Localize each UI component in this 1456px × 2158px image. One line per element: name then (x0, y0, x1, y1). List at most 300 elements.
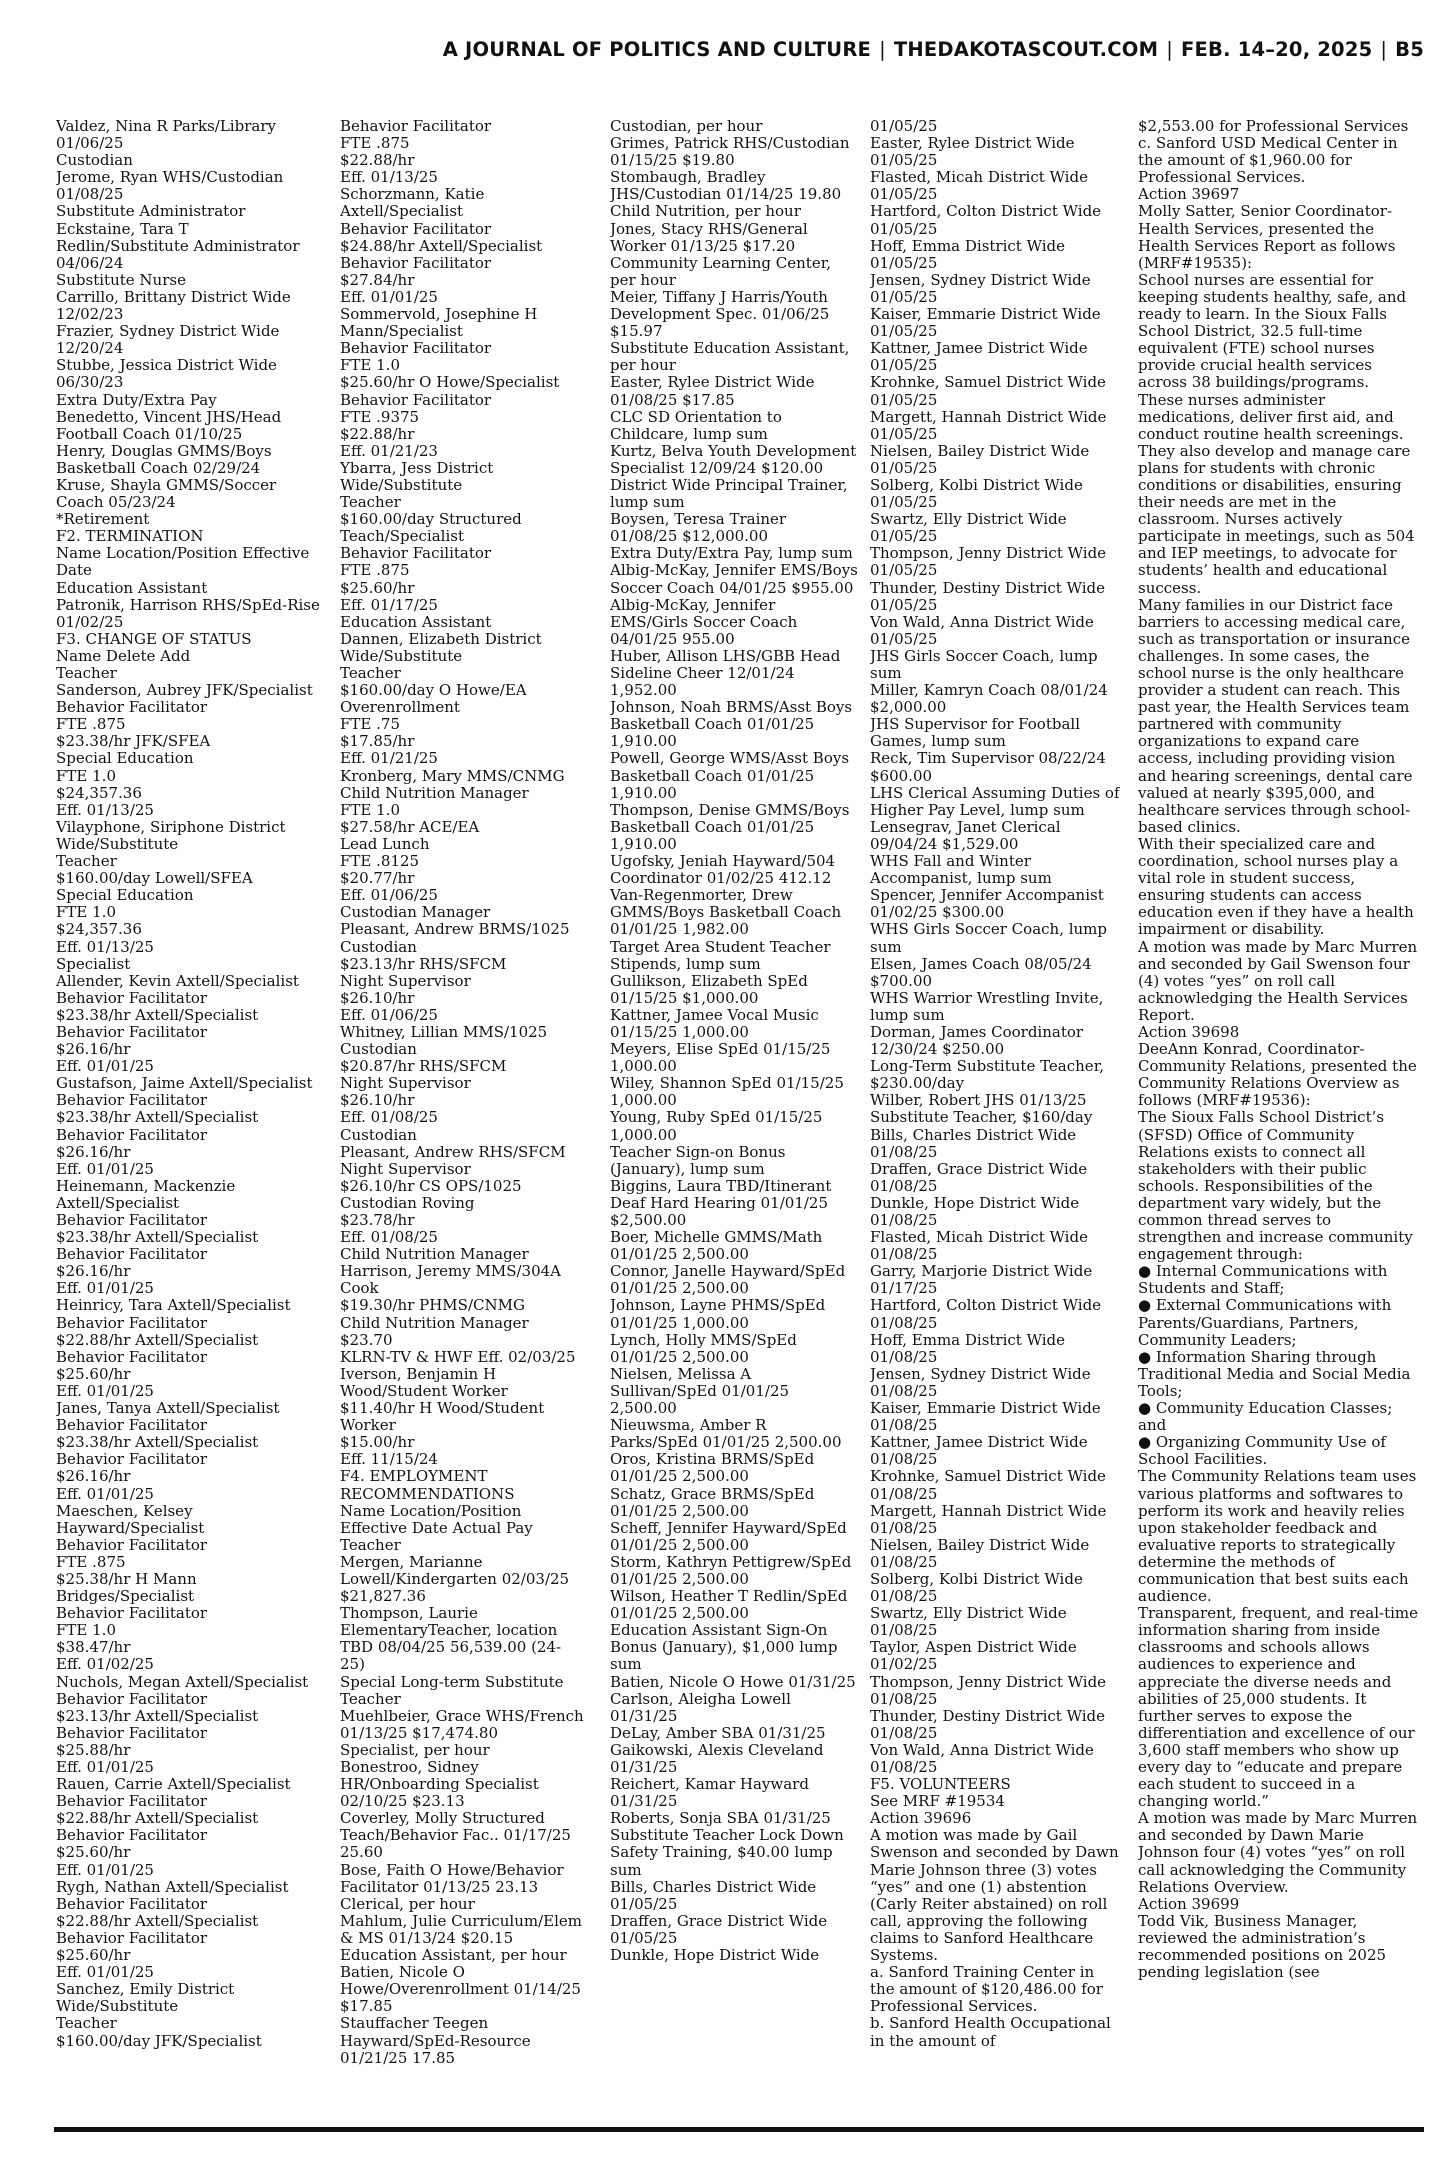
column-paragraph: Batien, Nicole O Howe 01/31/25 (610, 1672, 856, 1691)
column-paragraph: The Sioux Falls School District’s (SFSD) Office of Community Relations exists to connect all stakeholders with their public schools. Responsibilities of the department vary widely, but the common thread serves to strengthen and increase community engagement through: (1138, 1108, 1413, 1264)
column-paragraph: Young, Ruby SpEd 01/15/25 1,000.00 (610, 1108, 823, 1144)
column-paragraph: Behavior Facilitator (340, 390, 492, 409)
column-paragraph: $24.88/hr Axtell/Specialist (340, 236, 543, 255)
column-paragraph: Education Assistant, per hour (340, 1946, 567, 1965)
column-paragraph: Heinricy, Tara Axtell/Specialist (56, 1296, 291, 1315)
column-paragraph: Biggins, Laura TBD/Itinerant Deaf Hard Hearing 01/01/25 $2,500.00 (610, 1176, 832, 1229)
column-paragraph: $26.10/hr CS OPS/1025 (340, 1176, 522, 1195)
column-paragraph: Teacher (340, 493, 401, 512)
column-paragraph: Roberts, Sonja SBA 01/31/25 (610, 1809, 831, 1828)
column-4 (870, 118, 1120, 2108)
column-paragraph: ● Community Education Classes; and (1138, 1399, 1393, 1435)
column-paragraph: Eff. 01/01/25 (56, 1279, 154, 1298)
column-paragraph: Eff. 01/01/25 (56, 1758, 154, 1776)
column-paragraph: Schorzmann, Katie Axtell/Specialist (340, 185, 485, 221)
column-paragraph: $23.38/hr JFK/SFEA (56, 732, 211, 751)
column-paragraph: Behavior Facilitator (340, 544, 492, 563)
column-paragraph: LHS Clerical Assuming Duties of Higher Pay Level, lump sum (870, 783, 1120, 819)
column-paragraph: $23.38/hr Axtell/Specialist (56, 1108, 259, 1127)
column-paragraph: Ybarra, Jess District Wide/Substitute (340, 458, 494, 494)
column-paragraph: $25.60/hr (56, 1843, 131, 1862)
column-paragraph: Solberg, Kolbi District Wide 01/05/25 (870, 475, 1083, 512)
column-paragraph: Draffen, Grace District Wide 01/05/25 (610, 1911, 828, 1947)
column-paragraph: Ugofsky, Jeniah Hayward/504 Coordinator 01/02/25 412.12 (610, 852, 836, 888)
column-paragraph: Gustafson, Jaime Axtell/Specialist (56, 1074, 313, 1093)
column-paragraph: A motion was made by Marc Murren and seconded by Gail Swenson four (4) votes “yes” on roll call acknowledging the Health Services Report. (1138, 937, 1418, 1024)
column-paragraph: WHS Fall and Winter Accompanist, lump sum (870, 852, 1052, 888)
column-paragraph: See MRF #19534 (870, 1792, 1005, 1811)
column-paragraph: Swartz, Elly District Wide 01/05/25 (870, 510, 1067, 546)
column-paragraph: Krohnke, Samuel District Wide 01/08/25 (870, 1467, 1106, 1503)
column-paragraph: Custodian (340, 937, 417, 956)
column-paragraph: Name Location/Position Effective Date (56, 544, 310, 580)
column-paragraph: $2,553.00 for Professional Services (1138, 118, 1409, 135)
column-paragraph: Wilson, Heather T Redlin/SpEd 01/01/25 2,500.00 (610, 1587, 848, 1623)
column-paragraph: FTE 1.0 (56, 766, 116, 785)
column-paragraph: Kattner, Jamee Vocal Music 01/15/25 1,000.00 (610, 1005, 819, 1041)
column-5 (1138, 118, 1418, 2108)
column-paragraph: Hoff, Emma District Wide 01/05/25 (870, 236, 1066, 272)
column-paragraph: Pleasant, Andrew BRMS/1025 (340, 920, 570, 939)
column-paragraph: Miller, Kamryn Coach 08/01/24 $2,000.00 (870, 681, 1108, 717)
column-paragraph: b. Sanford Health Occupational in the amount of (870, 2014, 1111, 2050)
masthead-site: THEDAKOTASCOUT.COM (893, 38, 1159, 61)
column-paragraph: Lensegrav, Janet Clerical 09/04/24 $1,529.00 (870, 817, 1061, 853)
column-paragraph: Eff. 01/01/25 (56, 1963, 154, 1982)
column-paragraph: Behavior Facilitator (56, 1125, 208, 1144)
column-paragraph: F5. VOLUNTEERS (870, 1775, 1011, 1794)
column-paragraph: Transparent, frequent, and real-time information sharing from inside classrooms and schools allows audiences to experience and appreciate the diverse needs and abilities of 25,000 students. It further serves to expose the differentiation and excellence of our 3,600 staff members who show up every day to “educate and prepare each student to succeed in a changing world.” (1138, 1604, 1418, 1811)
column-paragraph: Grimes, Patrick RHS/Custodian 01/15/25 $19.80 (610, 134, 850, 170)
column-paragraph: FTE .875 (56, 1552, 126, 1571)
column-paragraph: Thompson, Jenny District Wide 01/08/25 (870, 1672, 1107, 1708)
column-paragraph: Eff. 01/21/25 (340, 749, 438, 768)
column-paragraph: a. Sanford Training Center in the amount of $120,486.00 for Professional Services. (870, 1963, 1103, 2016)
column-paragraph: c. Sanford USD Medical Center in the amount of $1,960.00 for Professional Services. (1138, 134, 1398, 187)
column-paragraph: With their specialized care and coordination, school nurses play a vital role in student success, ensuring students can access education even if they have a health impairment or disability. (1138, 834, 1414, 939)
column-paragraph: Eff. 01/08/25 (340, 1108, 438, 1127)
column-paragraph: Education Assistant (56, 578, 208, 597)
column-paragraph: Oros, Kristina BRMS/SpEd 01/01/25 2,500.00 (610, 1450, 815, 1486)
column-paragraph: Garry, Marjorie District Wide 01/17/25 (870, 1262, 1093, 1298)
column-paragraph: Eff. 01/06/25 (340, 886, 438, 905)
column-paragraph: Boer, Michelle GMMS/Math 01/01/25 2,500.00 (610, 1228, 823, 1264)
column-paragraph: Gullikson, Elizabeth SpEd 01/15/25 $1,000.00 (610, 971, 808, 1007)
column-paragraph: Elsen, James Coach 08/05/24 $700.00 (870, 954, 1092, 990)
column-paragraph: $23.13/hr RHS/SFCM (340, 954, 507, 973)
column-paragraph: Flasted, Micah District Wide 01/08/25 (870, 1228, 1088, 1264)
column-paragraph: Behavior Facilitator (56, 988, 208, 1007)
column-paragraph: Custodian (340, 1125, 417, 1144)
column-paragraph: $24,357.36 (56, 783, 142, 802)
column-paragraph: Albig-McKay, Jennifer EMS/Girls Soccer Coach 04/01/25 955.00 (610, 595, 798, 648)
column-paragraph: Carlson, Aleigha Lowell 01/31/25 (610, 1689, 791, 1725)
column-paragraph: Todd Vik, Business Manager, reviewed the administration’s recommended positions on 2025 pending legislation (see (1138, 1911, 1387, 1982)
column-paragraph: Allender, Kevin Axtell/Specialist (56, 971, 299, 990)
column-paragraph: Nuchols, Megan Axtell/Specialist (56, 1672, 309, 1691)
column-paragraph: Mahlum, Julie Curriculum/Elem & MS 01/13/24 $20.15 (340, 1911, 583, 1947)
column-paragraph: Johnson, Layne PHMS/SpEd 01/01/25 1,000.00 (610, 1296, 826, 1332)
column-paragraph: Child Nutrition Manager (340, 1245, 529, 1264)
column-3 (610, 118, 858, 2108)
column-paragraph: Behavior Facilitator (56, 1022, 208, 1041)
column-paragraph: Maeschen, Kelsey Hayward/Specialist (56, 1501, 205, 1537)
column-paragraph: Janes, Tanya Axtell/Specialist (56, 1399, 280, 1418)
column-paragraph: Easter, Rylee District Wide 01/05/25 (870, 134, 1075, 170)
column-paragraph: Margett, Hannah District Wide 01/08/25 (870, 1501, 1107, 1537)
column-paragraph: Iverson, Benjamin H Wood/Student Worker (340, 1364, 508, 1400)
column-paragraph: Thompson, Jenny District Wide 01/05/25 (870, 544, 1107, 580)
column-paragraph: Behavior Facilitator (56, 1723, 208, 1742)
column-paragraph: Eff. 01/01/25 (56, 1381, 154, 1400)
column-paragraph: Thunder, Destiny District Wide 01/05/25 (870, 578, 1105, 614)
column-paragraph: DeLay, Amber SBA 01/31/25 (610, 1723, 826, 1742)
column-paragraph: Action 39699 (1138, 1894, 1240, 1913)
column-paragraph: FTE .9375 (340, 407, 420, 426)
column-paragraph: Kaiser, Emmarie District Wide 01/05/25 (870, 305, 1101, 341)
column-paragraph: Powell, George WMS/Asst Boys Basketball Coach 01/01/25 1,910.00 (610, 749, 850, 802)
column-paragraph: Swartz, Elly District Wide 01/08/25 (870, 1604, 1067, 1640)
column-paragraph: $160.00/day Structured Teach/Specialist (340, 510, 522, 546)
column-paragraph: Bills, Charles District Wide 01/08/25 (870, 1125, 1077, 1161)
column-paragraph: 01/05/25 (870, 118, 938, 135)
column-paragraph: Frazier, Sydney District Wide 12/20/24 (56, 322, 280, 358)
column-paragraph: A motion was made by Marc Murren and seconded by Dawn Marie Johnson four (4) votes “yes” on roll call acknowledging the Community Relations Overview. (1138, 1809, 1418, 1896)
column-paragraph: $11.40/hr H Wood/Student Worker (340, 1399, 545, 1435)
column-paragraph: Van-Regenmorter, Drew GMMS/Boys Basketball Coach 01/01/25 1,982.00 (610, 886, 842, 939)
column-paragraph: Clerical, per hour (340, 1894, 475, 1913)
column-paragraph: FTE .875 (56, 715, 126, 734)
column-paragraph: Custodian Roving (340, 1193, 475, 1212)
column-paragraph: A motion was made by Gail Swenson and seconded by Dawn Marie Johnson three (3) votes “yes” and one (1) abstention (Carly Reiter abstained) on roll call, approving the following claims to Sanford Healthcare Systems. (870, 1826, 1119, 1965)
column-paragraph: Eff. 01/13/25 (56, 937, 154, 956)
column-paragraph: Eff. 01/21/23 (340, 441, 438, 460)
column-paragraph: F2. TERMINATION (56, 527, 204, 546)
column-paragraph: ● External Communications with Parents/Guardians, Partners, Community Leaders; (1138, 1296, 1392, 1349)
column-paragraph: Eckstaine, Tara T Redlin/Substitute Administrator 04/06/24 (56, 219, 300, 272)
column-paragraph: Specialist (56, 954, 131, 973)
column-paragraph: $25.38/hr H Mann Bridges/Specialist (56, 1569, 197, 1606)
column-paragraph: FTE 1.0 (340, 800, 400, 819)
column-paragraph: $20.87/hr RHS/SFCM (340, 1057, 507, 1076)
column-paragraph: $27.84/hr (340, 270, 415, 289)
column-paragraph: $22.88/hr (340, 424, 415, 443)
column-paragraph: Johnson, Noah BRMS/Asst Boys Basketball Coach 01/01/25 1,910.00 (610, 698, 853, 751)
column-paragraph: Behavior Facilitator (56, 1689, 208, 1708)
column-paragraph: Kattner, Jamee District Wide 01/05/25 (870, 339, 1088, 375)
column-paragraph: School nurses are essential for keeping students healthy, safe, and ready to learn. In the Sioux Falls School District, 32.5 full-time equivalent (FTE) school nurses provide crucial health services across 38 buildings/programs. These nurses administer medications, deliver first aid, and conduct routine health screenings. They also develop and manage care plans for students with chronic conditions or disabilities, ensuring their needs are met in the classroom. Nurses actively participate in meetings, such as 504 and IEP meetings, to advocate for students’ health and educational success. (1138, 270, 1415, 597)
column-paragraph: Lynch, Holly MMS/SpEd 01/01/25 2,500.00 (610, 1330, 797, 1366)
column-paragraph: Teacher (56, 852, 117, 871)
masthead-page-number: B5 (1395, 38, 1424, 61)
column-paragraph: $26.16/hr (56, 1262, 131, 1281)
column-paragraph: Wiley, Shannon SpEd 01/15/25 1,000.00 (610, 1074, 844, 1110)
column-paragraph: Child Nutrition, per hour (610, 202, 801, 221)
column-paragraph: Behavior Facilitator (56, 1313, 208, 1332)
column-paragraph: Target Area Student Teacher Stipends, lump sum (610, 937, 831, 973)
column-paragraph: Night Supervisor (340, 1159, 471, 1178)
column-paragraph: Harrison, Jeremy MMS/304A (340, 1262, 562, 1281)
column-paragraph: The Community Relations team uses various platforms and softwares to perform its work and heavily relies upon stakeholder feedback and evaluative reports to strategically determine the methods of communication that best suits each audience. (1138, 1467, 1417, 1606)
column-paragraph: CLC SD Orientation to Childcare, lump sum (610, 407, 782, 443)
column-paragraph: $25.60/hr O Howe/Specialist (340, 373, 560, 392)
column-paragraph: FTE .875 (340, 561, 410, 580)
column-paragraph: Eff. 01/06/25 (340, 1005, 438, 1024)
column-paragraph: Albig-McKay, Jennifer EMS/Boys Soccer Coach 04/01/25 $955.00 (610, 561, 858, 597)
column-paragraph: $23.38/hr Axtell/Specialist (56, 1228, 259, 1247)
column-paragraph: Nieuwsma, Amber R Parks/SpEd 01/01/25 2,500.00 (610, 1416, 842, 1452)
column-paragraph: Custodian, per hour (610, 118, 763, 135)
column-paragraph: Teacher (56, 2014, 117, 2033)
column-paragraph: Jensen, Sydney District Wide 01/08/25 (870, 1364, 1091, 1400)
column-paragraph: Thunder, Destiny District Wide 01/08/25 (870, 1706, 1105, 1742)
column-paragraph: $23.13/hr Axtell/Specialist (56, 1706, 259, 1725)
column-paragraph: $160.00/day O Howe/EA (340, 681, 527, 700)
column-paragraph: Behavior Facilitator (340, 118, 492, 135)
column-paragraph: Teacher (340, 664, 401, 682)
column-paragraph: Jerome, Ryan WHS/Custodian 01/08/25 (56, 168, 284, 204)
masthead-date: FEB. 14–20, 2025 (1180, 38, 1373, 61)
column-paragraph: $25.60/hr (56, 1946, 131, 1965)
column-paragraph: Nielsen, Bailey District Wide 01/08/25 (870, 1535, 1090, 1571)
column-paragraph: Long-Term Substitute Teacher, $230.00/day (870, 1057, 1104, 1093)
column-paragraph: District Wide Principal Trainer, lump sum (610, 475, 848, 512)
column-paragraph: WHS Girls Soccer Coach, lump sum (870, 920, 1108, 956)
column-paragraph: Child Nutrition Manager (340, 1313, 529, 1332)
column-paragraph: Behavior Facilitator (340, 339, 492, 358)
column-paragraph: Sanderson, Aubrey JFK/Specialist (56, 681, 313, 700)
column-paragraph: FTE 1.0 (340, 356, 400, 375)
column-paragraph: $160.00/day JFK/Specialist (56, 2031, 262, 2050)
column-paragraph: Meier, Tiffany J Harris/Youth Development Spec. 01/06/25 $15.97 (610, 287, 830, 341)
column-paragraph: $23.78/hr (340, 1211, 415, 1229)
column-paragraph: KLRN-TV & HWF Eff. 02/03/25 (340, 1347, 576, 1366)
column-paragraph: Vilayphone, Siriphone District Wide/Substitute (56, 817, 286, 853)
column-paragraph: Behavior Facilitator (56, 1416, 208, 1435)
column-paragraph: Cook (340, 1279, 379, 1298)
column-paragraph: Margett, Hannah District Wide 01/05/25 (870, 407, 1107, 443)
column-paragraph: $26.10/hr (340, 1091, 415, 1110)
column-paragraph: Hartford, Colton District Wide 01/05/25 (870, 202, 1102, 238)
column-paragraph: Eff. 11/15/24 (340, 1450, 438, 1469)
bottom-rule (54, 2127, 1424, 2132)
column-paragraph: Special Education (56, 749, 194, 768)
column-paragraph: $26.16/hr (56, 1467, 131, 1486)
column-paragraph: Extra Duty/Extra Pay, lump sum (610, 544, 853, 563)
column-paragraph: Name Delete Add (56, 646, 191, 665)
column-paragraph: Von Wald, Anna District Wide 01/05/25 (870, 612, 1094, 648)
column-paragraph: Action 39698 (1138, 1022, 1240, 1041)
column-paragraph: Benedetto, Vincent JHS/Head Football Coach 01/10/25 (56, 407, 282, 443)
column-paragraph: F4. EMPLOYMENT RECOMMENDATIONS (340, 1467, 515, 1503)
column-paragraph: Behavior Facilitator (56, 1792, 208, 1811)
column-paragraph: Bonestroo, Sidney HR/Onboarding Specialist 02/10/25 $23.13 (340, 1758, 539, 1811)
column-paragraph: Behavior Facilitator (56, 1894, 208, 1913)
column-paragraph: Dorman, James Coordinator 12/30/24 $250.00 (870, 1022, 1084, 1059)
column-paragraph: Behavior Facilitator (56, 1245, 208, 1264)
column-paragraph: Hoff, Emma District Wide 01/08/25 (870, 1330, 1066, 1366)
column-paragraph: Eff. 01/02/25 (56, 1655, 154, 1674)
column-paragraph: Behavior Facilitator (340, 253, 492, 272)
column-paragraph: $23.38/hr Axtell/Specialist (56, 1005, 259, 1024)
column-paragraph: Batien, Nicole O Howe/Overenrollment 01/14/25 $17.85 (340, 1963, 581, 2016)
column-paragraph: Whitney, Lillian MMS/1025 (340, 1022, 548, 1041)
column-paragraph: Night Supervisor (340, 971, 471, 990)
column-paragraph: $25.60/hr (340, 578, 415, 597)
column-paragraph: Behavior Facilitator (56, 1826, 208, 1845)
column-paragraph: Special Long-term Substitute Teacher (340, 1672, 564, 1708)
column-paragraph: Action 39696 (870, 1809, 972, 1828)
column-paragraph: Muehlbeier, Grace WHS/French 01/13/25 $17,474.80 (340, 1706, 584, 1742)
column-paragraph: Lead Lunch (340, 834, 430, 853)
column-paragraph: Rygh, Nathan Axtell/Specialist (56, 1877, 289, 1896)
column-paragraph: $17.85/hr (340, 732, 415, 751)
column-paragraph: Connor, Janelle Hayward/SpEd 01/01/25 2,500.00 (610, 1262, 846, 1298)
column-paragraph: $25.88/hr (56, 1740, 131, 1759)
column-paragraph: Behavior Facilitator (56, 1091, 208, 1110)
column-paragraph: Action 39697 (1138, 185, 1240, 204)
column-paragraph: Bose, Faith O Howe/Behavior Facilitator 01/13/25 23.13 (340, 1860, 564, 1896)
column-paragraph: Teacher (56, 664, 117, 682)
column-paragraph: $26.16/hr (56, 1142, 131, 1161)
column-paragraph: Storm, Kathryn Pettigrew/SpEd 01/01/25 2,500.00 (610, 1552, 852, 1588)
column-paragraph: JHS Girls Soccer Coach, lump sum (870, 646, 1098, 682)
column-paragraph: Sommervold, Josephine H Mann/Specialist (340, 305, 538, 341)
column-paragraph: WHS Warrior Wrestling Invite, lump sum (870, 988, 1104, 1024)
column-paragraph: Mergen, Marianne Lowell/Kindergarten 02/03/25 $21,827.36 (340, 1552, 570, 1606)
column-paragraph: Coverley, Molly Structured Teach/Behavior Fac.. 01/17/25 25.60 (340, 1809, 571, 1862)
column-paragraph: Meyers, Elise SpEd 01/15/25 1,000.00 (610, 1040, 831, 1076)
column-paragraph: Reck, Tim Supervisor 08/22/24 $600.00 (870, 749, 1106, 785)
column-paragraph: Eff. 01/01/25 (56, 1484, 154, 1503)
column-paragraph: Kruse, Shayla GMMS/Soccer Coach 05/23/24 (56, 475, 277, 512)
column-paragraph: Spencer, Jennifer Accompanist 01/02/25 $300.00 (870, 886, 1104, 922)
column-paragraph: Reichert, Kamar Hayward 01/31/25 (610, 1775, 809, 1811)
column-paragraph: Substitute Teacher, $160/day (870, 1108, 1093, 1127)
column-paragraph: FTE .875 (340, 134, 410, 153)
column-paragraph: Stombaugh, Bradley JHS/Custodian 01/14/25 19.80 (610, 168, 842, 204)
column-paragraph: Gaikowski, Alexis Cleveland 01/31/25 (610, 1740, 824, 1776)
column-paragraph: Night Supervisor (340, 1074, 471, 1093)
column-paragraph: $26.16/hr (56, 1040, 131, 1059)
column-paragraph: Eff. 01/01/25 (56, 1159, 154, 1178)
column-paragraph: Behavior Facilitator (56, 698, 208, 717)
column-paragraph: Teacher Sign-on Bonus (January), lump sum (610, 1142, 786, 1178)
column-paragraph: Scheff, Jennifer Hayward/SpEd 01/01/25 2,500.00 (610, 1518, 847, 1554)
column-paragraph: Custodian (340, 1040, 417, 1059)
column-paragraph: Heinemann, Mackenzie Axtell/Specialist (56, 1176, 236, 1212)
column-paragraph: Behavior Facilitator (56, 1347, 208, 1366)
column-paragraph: Behavior Facilitator (56, 1211, 208, 1229)
column-paragraph: Schatz, Grace BRMS/SpEd 01/01/25 2,500.00 (610, 1484, 815, 1520)
column-paragraph: ● Organizing Community Use of School Facilities. (1138, 1433, 1386, 1469)
column-paragraph: Extra Duty/Extra Pay (56, 390, 217, 409)
column-paragraph: Krohnke, Samuel District Wide 01/05/25 (870, 373, 1106, 409)
column-paragraph: Kattner, Jamee District Wide 01/08/25 (870, 1433, 1088, 1469)
column-paragraph: Patronik, Harrison RHS/SpEd-Rise 01/02/25 (56, 595, 320, 631)
column-paragraph: $23.70 (340, 1330, 393, 1349)
column-paragraph: $22.88/hr Axtell/Specialist (56, 1911, 259, 1930)
column-paragraph: Hartford, Colton District Wide 01/08/25 (870, 1296, 1102, 1332)
column-paragraph: FTE 1.0 (56, 1621, 116, 1640)
column-paragraph: $20.77/hr (340, 869, 415, 888)
column-paragraph: Bills, Charles District Wide 01/05/25 (610, 1877, 817, 1913)
column-paragraph: Eff. 01/01/25 (340, 287, 438, 306)
column-paragraph: Stubbe, Jessica District Wide 06/30/23 (56, 356, 277, 392)
column-paragraph: Kaiser, Emmarie District Wide 01/08/25 (870, 1399, 1101, 1435)
column-paragraph: Molly Satter, Senior Coordinator-Health Services, presented the Health Services Report as follows (MRF#19535): (1138, 202, 1396, 272)
column-paragraph: Jensen, Sydney District Wide 01/05/25 (870, 270, 1091, 306)
column-paragraph: ● Information Sharing through Traditional Media and Social Media Tools; (1138, 1347, 1411, 1400)
column-paragraph: ● Internal Communications with Students and Staff; (1138, 1262, 1388, 1298)
column-paragraph: Taylor, Aspen District Wide 01/02/25 (870, 1638, 1077, 1674)
column-paragraph: Sanchez, Emily District Wide/Substitute (56, 1980, 235, 2016)
column-paragraph: Dunkle, Hope District Wide 01/08/25 (870, 1193, 1080, 1229)
column-paragraph: Eff. 01/13/25 (340, 168, 438, 187)
column-paragraph: $19.30/hr PHMS/CNMG (340, 1296, 525, 1315)
column-paragraph: $22.88/hr Axtell/Specialist (56, 1809, 259, 1828)
column-paragraph: Behavior Facilitator (56, 1535, 208, 1554)
column-paragraph: Substitute Administrator (56, 202, 246, 221)
column-paragraph: Eff. 01/01/25 (56, 1860, 154, 1879)
column-paragraph: Name Location/Position Effective Date Actual Pay (340, 1501, 533, 1537)
column-paragraph: Kronberg, Mary MMS/CNMG (340, 766, 565, 785)
column-1 (56, 118, 324, 2108)
column-paragraph: Stauffacher Teegen Hayward/SpEd-Resource 01/21/25 17.85 (340, 2014, 531, 2067)
column-paragraph: *Retirement (56, 510, 150, 529)
column-paragraph: $24,357.36 (56, 920, 142, 939)
column-paragraph: Jones, Stacy RHS/General Worker 01/13/25 $17.20 (610, 219, 808, 255)
column-paragraph: Solberg, Kolbi District Wide 01/08/25 (870, 1569, 1083, 1606)
column-paragraph: Substitute Teacher Lock Down Safety Training, $40.00 lump sum (610, 1826, 844, 1879)
column-paragraph: Custodian Manager (340, 903, 491, 922)
column-paragraph: Behavior Facilitator (56, 1604, 208, 1623)
column-paragraph: $23.38/hr Axtell/Specialist (56, 1433, 259, 1452)
column-paragraph: FTE .75 (340, 715, 400, 734)
column-paragraph: DeeAnn Konrad, Coordinator-Community Relations, presented the Community Relations Overview as follows (MRF#19536): (1138, 1040, 1417, 1110)
column-paragraph: Carrillo, Brittany District Wide 12/02/23 (56, 287, 291, 324)
column-paragraph: Behavior Facilitator (340, 219, 492, 238)
column-paragraph: Boysen, Teresa Trainer 01/08/25 $12,000.00 (610, 510, 787, 546)
column-paragraph: Pleasant, Andrew RHS/SFCM (340, 1142, 566, 1161)
column-paragraph: Eff. 01/08/25 (340, 1228, 438, 1247)
column-paragraph: Nielsen, Bailey District Wide 01/05/25 (870, 441, 1090, 477)
column-paragraph: $38.47/hr (56, 1638, 131, 1657)
column-paragraph: Kurtz, Belva Youth Development Specialist 12/09/24 $120.00 (610, 441, 857, 477)
column-paragraph: JHS Supervisor for Football Games, lump sum (870, 715, 1080, 751)
column-paragraph: Thompson, Denise GMMS/Boys Basketball Coach 01/01/25 1,910.00 (610, 800, 850, 853)
column-paragraph: Substitute Education Assistant, per hour (610, 339, 850, 375)
column-paragraph: Custodian (56, 151, 133, 170)
column-paragraph: Henry, Douglas GMMS/Boys Basketball Coach 02/29/24 (56, 441, 272, 477)
column-paragraph: Child Nutrition Manager (340, 783, 529, 802)
column-paragraph: Special Education (56, 886, 194, 905)
column-paragraph: FTE 1.0 (56, 903, 116, 922)
column-paragraph: Rauen, Carrie Axtell/Specialist (56, 1775, 291, 1794)
column-paragraph: Draffen, Grace District Wide 01/08/25 (870, 1159, 1088, 1195)
column-paragraph: $22.88/hr Axtell/Specialist (56, 1330, 259, 1349)
column-paragraph: $27.58/hr ACE/EA (340, 817, 480, 836)
column-paragraph: Easter, Rylee District Wide 01/08/25 $17.85 (610, 373, 815, 409)
column-paragraph: $22.88/hr (340, 151, 415, 170)
masthead-tagline: A JOURNAL OF POLITICS AND CULTURE (442, 38, 872, 61)
column-paragraph: Valdez, Nina R Parks/Library 01/06/25 (56, 118, 276, 153)
column-paragraph: Eff. 01/13/25 (56, 800, 154, 819)
column-paragraph: Nielsen, Melissa A Sullivan/SpEd 01/01/25 2,500.00 (610, 1364, 790, 1418)
column-paragraph: Specialist, per hour (340, 1740, 490, 1759)
masthead: A JOURNAL OF POLITICS AND CULTURE | THEDAKOTASCOUT.COM | FEB. 14–20, 2025 | B5 (442, 38, 1424, 61)
column-paragraph: $25.60/hr (56, 1364, 131, 1383)
